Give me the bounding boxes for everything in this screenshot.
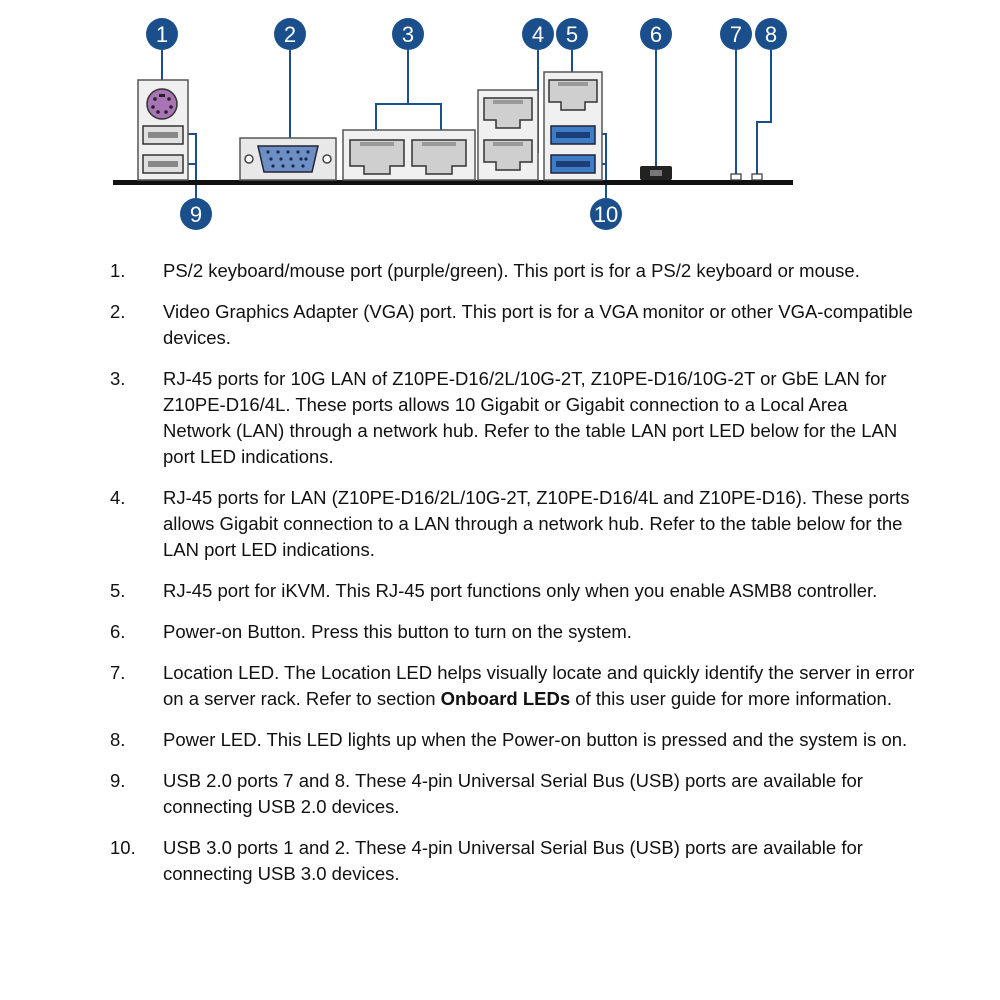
callout-5 bbox=[556, 18, 588, 50]
callout-3 bbox=[392, 18, 424, 50]
item-text: RJ-45 ports for LAN (Z10PE-D16/2L/10G-2T, Z10PE-D16/4L and Z10PE-D16). These ports allows Gigabit connection to a LAN through a network hub. Refer to the table below for the LAN port LED indications. bbox=[163, 487, 910, 560]
list-item-1 bbox=[110, 258, 920, 284]
callout-1-label: 1 bbox=[155, 22, 169, 47]
item-number: 9. bbox=[110, 770, 126, 791]
callout-8-label: 8 bbox=[764, 22, 778, 47]
vga-port-icon bbox=[258, 146, 318, 172]
item-text: Power LED. This LED lights up when the Power-on button is pressed and the system is on. bbox=[163, 729, 908, 750]
item-text: PS/2 keyboard/mouse port (purple/green). This port is for a PS/2 keyboard or mouse. bbox=[163, 260, 860, 281]
callout-6 bbox=[640, 18, 672, 50]
item-number: 8. bbox=[110, 729, 126, 750]
item-number: 10. bbox=[110, 837, 136, 858]
list-item-9 bbox=[110, 768, 920, 820]
ps2-port-icon bbox=[147, 89, 177, 119]
callout-4 bbox=[522, 18, 554, 50]
item-number: 6. bbox=[110, 621, 126, 642]
power-led-icon bbox=[752, 174, 762, 180]
callout-markers bbox=[146, 18, 787, 230]
item-text-after: of this user guide for more information. bbox=[570, 688, 892, 709]
callout-10 bbox=[590, 198, 622, 230]
list-item-6 bbox=[110, 619, 920, 645]
callout-1 bbox=[146, 18, 178, 50]
callout-7 bbox=[720, 18, 752, 50]
callout-2 bbox=[274, 18, 306, 50]
rj45-lan-block bbox=[478, 90, 538, 180]
list-item-2 bbox=[110, 299, 920, 351]
item-text: USB 3.0 ports 1 and 2. These 4-pin Universal Serial Bus (USB) ports are available for connecting USB 3.0 devices. bbox=[163, 837, 863, 884]
list-item-5 bbox=[110, 578, 920, 604]
usb3-port-tongue-top bbox=[556, 132, 590, 138]
callout-2-label: 2 bbox=[283, 22, 297, 47]
callout-8 bbox=[755, 18, 787, 50]
port-description-list bbox=[110, 258, 920, 902]
location-led-icon bbox=[731, 174, 741, 180]
item-number: 4. bbox=[110, 487, 126, 508]
item-text: Power-on Button. Press this button to turn on the system. bbox=[163, 621, 632, 642]
callout-9-label: 9 bbox=[189, 202, 203, 227]
callout-6-label: 6 bbox=[649, 22, 663, 47]
callout-7-label: 7 bbox=[729, 22, 743, 47]
list-item-8 bbox=[110, 727, 920, 753]
vga-screw-right bbox=[323, 155, 331, 163]
usb2-port-tongue-top bbox=[148, 132, 178, 138]
usb3-port-tongue-bottom bbox=[556, 161, 590, 167]
list-item-10 bbox=[110, 835, 920, 887]
item-text: USB 2.0 ports 7 and 8. These 4-pin Universal Serial Bus (USB) ports are available for connecting USB 2.0 devices. bbox=[163, 770, 863, 817]
usb2-port-tongue-bottom bbox=[148, 161, 178, 167]
callout-9 bbox=[180, 198, 212, 230]
item-number: 1. bbox=[110, 260, 126, 281]
rear-panel-diagram bbox=[0, 0, 1000, 240]
callout-5-label: 5 bbox=[565, 22, 579, 47]
item-number: 5. bbox=[110, 580, 126, 601]
power-button-face bbox=[650, 170, 662, 176]
item-number: 2. bbox=[110, 301, 126, 322]
item-number: 3. bbox=[110, 368, 126, 389]
ikvm-usb3-block bbox=[544, 72, 602, 180]
vga-block bbox=[240, 138, 336, 180]
item-text-before: Location LED. The Location LED helps visually locate and quickly identify the server in error on a server rack. Refer to section bbox=[163, 662, 915, 709]
item-text: Video Graphics Adapter (VGA) port. This port is for a VGA monitor or other VGA-compatible devices. bbox=[163, 301, 913, 348]
rj45-lan-contacts-top bbox=[493, 100, 523, 104]
power-button-block bbox=[640, 166, 672, 180]
item-bold-text: Onboard LEDs bbox=[440, 688, 571, 709]
callout-10-label: 10 bbox=[593, 202, 619, 227]
callout-3-label: 3 bbox=[401, 22, 415, 47]
item-text: RJ-45 ports for 10G LAN of Z10PE-D16/2L/10G-2T, Z10PE-D16/10G-2T or GbE LAN for Z10PE-D16/4L. These ports allows 10 Gigabit or Gigabit connection to a Local Area Network (LAN) through a network hub. Refer to the table LAN port LED below for the LAN port LED indications. bbox=[163, 368, 898, 467]
rj45-10g-contacts-right bbox=[422, 142, 456, 146]
leader-line-8 bbox=[757, 50, 771, 174]
list-item-3 bbox=[110, 366, 920, 470]
vga-screw-left bbox=[245, 155, 253, 163]
ps2-usb2-block bbox=[138, 80, 188, 180]
rj45-10g-contacts-left bbox=[360, 142, 394, 146]
list-item-4 bbox=[110, 485, 920, 563]
ikvm-port-contacts bbox=[558, 82, 588, 86]
item-number: 7. bbox=[110, 662, 126, 683]
callout-4-label: 4 bbox=[531, 22, 545, 47]
rj45-lan-contacts-bottom bbox=[493, 142, 523, 146]
item-text: RJ-45 port for iKVM. This RJ-45 port functions only when you enable ASMB8 controller. bbox=[163, 580, 878, 601]
rj45-10g-block bbox=[343, 130, 475, 180]
list-item-7 bbox=[110, 660, 920, 712]
